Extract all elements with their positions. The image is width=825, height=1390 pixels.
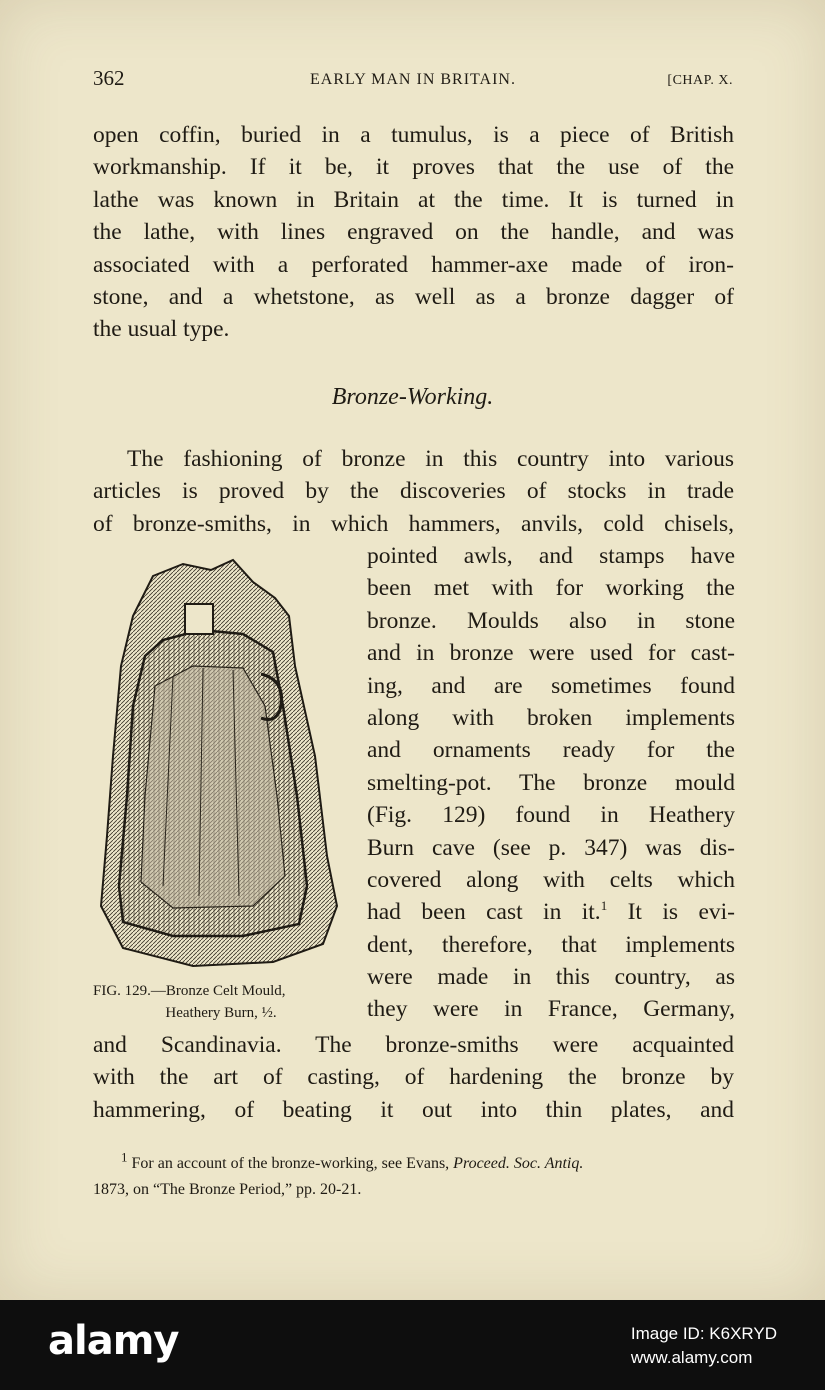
text-line: and in bronze were used for cast- xyxy=(367,640,735,667)
text-line: bronze. Moulds also in stone xyxy=(367,607,735,634)
image-id: Image ID: K6XRYD xyxy=(630,1324,777,1343)
text-segment: had been cast in it. xyxy=(367,899,601,926)
text-line: hammering, of beating it out into thin plates, and xyxy=(93,1096,734,1123)
paragraph-beside-figure xyxy=(367,540,735,1026)
text-line: the usual type. xyxy=(93,316,230,343)
text-line: and Scandinavia. The bronze-smiths were acquainted xyxy=(93,1032,734,1058)
paragraph-lathe xyxy=(93,119,734,346)
text-line: along with broken implements xyxy=(367,704,735,731)
running-header xyxy=(93,66,733,96)
text-line: The fashioning of bronze in this country into various xyxy=(127,446,734,472)
text-line: pointed awls, and stamps have xyxy=(367,543,735,569)
figure-caption xyxy=(93,980,349,1024)
caption-line: Heathery Burn, ½. xyxy=(165,1005,277,1021)
caption-line: FIG. 129.—Bronze Celt Mould, xyxy=(93,983,286,999)
image-id-block xyxy=(631,1322,777,1370)
footnote-mark: 1 xyxy=(121,1149,128,1165)
text-line: dent, therefore, that implements xyxy=(367,931,735,958)
text-line-with-footnote xyxy=(367,896,735,928)
text-line: articles is proved by the discoveries of stocks in trade xyxy=(93,478,734,505)
text-line: the lathe, with lines engraved on the handle, and was xyxy=(93,219,734,246)
text-line: with the art of casting, of hardening the bronze by xyxy=(93,1064,734,1091)
footnote-text: For an account of the bronze-working, see Evans, xyxy=(131,1155,450,1172)
footnote xyxy=(93,1151,735,1203)
text-line: and ornaments ready for the xyxy=(367,737,735,764)
text-line: smelting-pot. The bronze mould xyxy=(367,769,735,796)
text-line: they were in France, Germany, xyxy=(367,996,735,1023)
text-line: workmanship. If it be, it proves that the use of the xyxy=(93,154,734,181)
footnote-line: 1873, on “The Bronze Period,” pp. 20-21. xyxy=(93,1181,362,1198)
site-url: www.alamy.com xyxy=(630,1348,753,1367)
text-line: Burn cave (see p. 347) was dis- xyxy=(367,834,735,861)
bronze-mould-illustration xyxy=(93,556,349,974)
mould-engraving xyxy=(93,556,349,974)
text-line: were made in this country, as xyxy=(367,964,735,991)
text-line: ing, and are sometimes found xyxy=(367,672,735,699)
text-line: associated with a perforated hammer-axe made of iron- xyxy=(93,251,734,278)
text-line: open coffin, buried in a tumulus, is a piece of British xyxy=(93,122,734,148)
running-title: EARLY MAN IN BRITAIN. xyxy=(310,71,516,88)
alamy-logo: alamy xyxy=(48,1318,179,1364)
footnote-ref: 1 xyxy=(600,898,608,914)
paragraph-bronze-intro xyxy=(93,443,734,540)
text-segment: It is evi- xyxy=(627,899,735,926)
footnote-line xyxy=(93,1151,735,1177)
text-line: covered along with celts which xyxy=(367,866,735,893)
watermark-banner xyxy=(0,1300,825,1390)
section-heading: Bronze-Working. xyxy=(331,384,494,410)
text-line: stone, and a whetstone, as well as a bronze dagger of xyxy=(93,283,734,310)
text-line: of bronze-smiths, in which hammers, anvils, cold chisels, xyxy=(93,510,734,537)
text-line: been met with for working the xyxy=(367,575,735,602)
text-line: (Fig. 129) found in Heathery xyxy=(367,802,735,829)
chapter-label: [CHAP. X. xyxy=(667,73,733,88)
paragraph-bronze-smiths xyxy=(93,1029,734,1126)
footnote-journal: Proceed. Soc. Antiq. xyxy=(453,1155,584,1172)
text-line: lathe was known in Britain at the time. It is turned in xyxy=(93,186,734,213)
page-number: 362 xyxy=(93,66,125,90)
